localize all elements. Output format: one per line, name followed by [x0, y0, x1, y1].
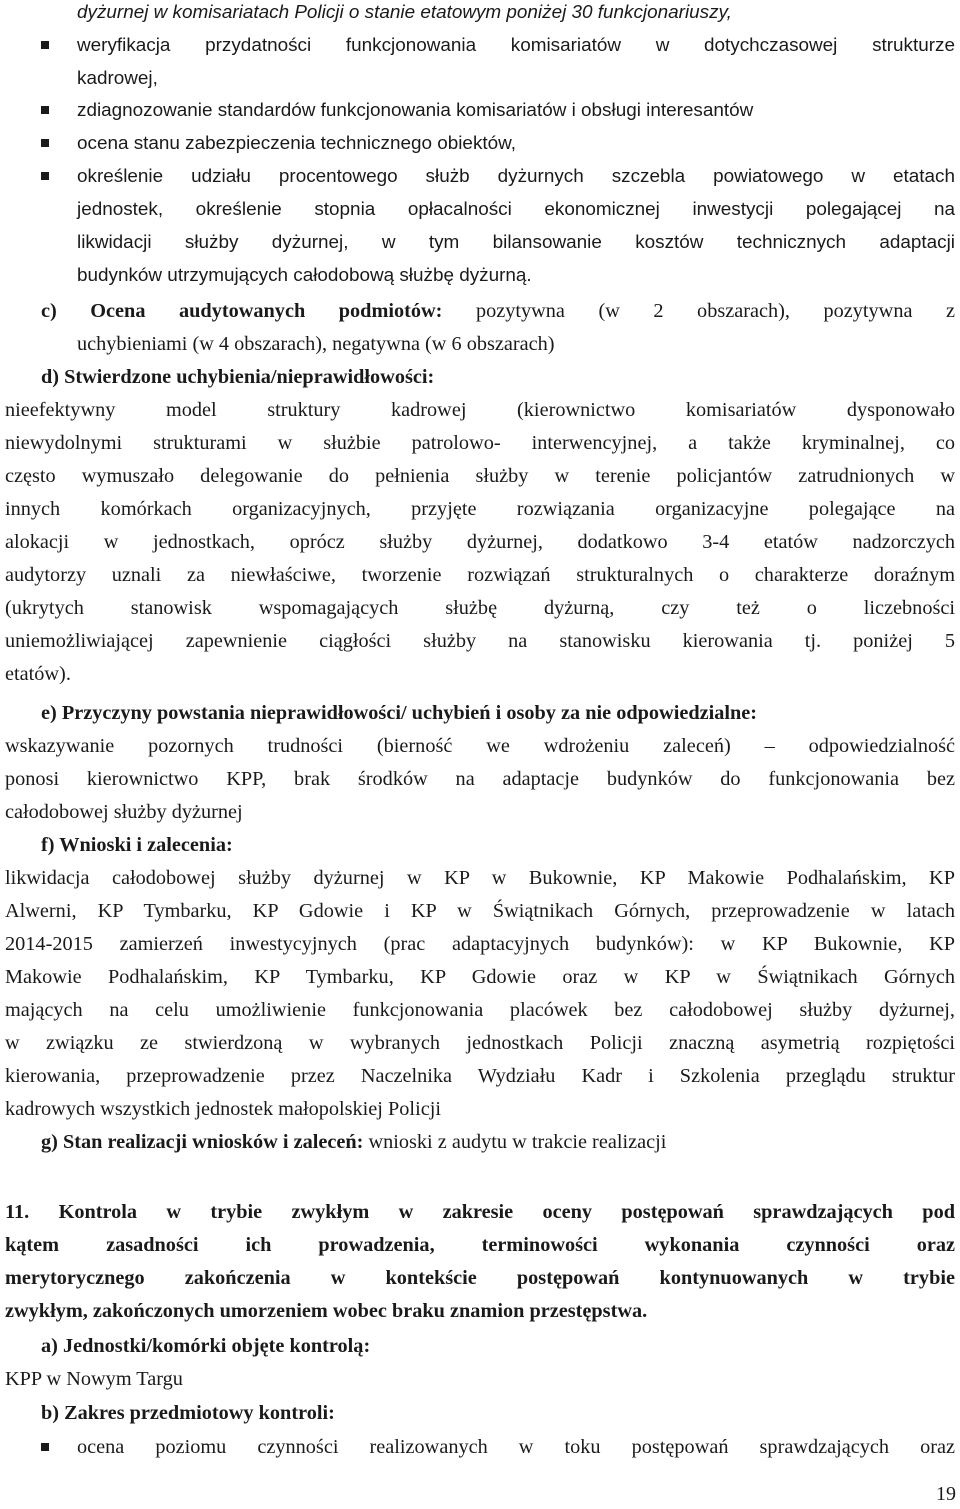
text-line: ocena poziomu czynności realizowanych w toku postępowań sprawdzających oraz: [77, 1436, 955, 1458]
section-g-text: wnioski z audytu w trakcie realizacji: [363, 1131, 667, 1153]
text-line: weryfikacja przydatności funkcjonowania komisariatów w dotychczasowej strukturze: [77, 35, 955, 56]
bullet-icon: [41, 41, 49, 49]
text-line: budynków utrzymujących całodobową służbę dyżurną.: [77, 265, 532, 286]
section-g-heading: g) Stan realizacji wniosków i zaleceń:: [41, 1131, 364, 1153]
bullet-icon: [41, 172, 49, 180]
text-line: Alwerni, KP Tymbarku, KP Gdowie i KP w Świątnikach Górnych, przeprowadzenie w latach: [5, 900, 955, 922]
section-11-heading-cont: zwykłym, zakończonych umorzeniem wobec braku znamion przestępstwa.: [5, 1300, 648, 1322]
section-11-heading: 11. Kontrola w trybie zwykłym w zakresie oceny postępowań sprawdzających pod: [5, 1201, 955, 1223]
text-line: kadrowych wszystkich jednostek małopolskiej Policji: [5, 1098, 441, 1120]
text-line: etatów).: [5, 663, 71, 685]
text-line: wskazywanie pozornych trudności (bierność we wdrożeniu zaleceń) – odpowiedzialność: [5, 735, 955, 757]
text-line: 2014-2015 zamierzeń inwestycyjnych (prac adaptacyjnych budynków): w KP Bukownie, KP: [5, 933, 955, 955]
text-line: mających na celu umożliwienie funkcjonowania placówek bez całodobowej służby dyżurnej,: [5, 999, 955, 1021]
text-line: kadrowej,: [77, 68, 158, 89]
text-line: jednostek, określenie stopnia opłacalności ekonomicznej inwestycji polegającej na: [77, 199, 955, 220]
text-line: w związku ze stwierdzoną w wybranych jednostkach Policji znaczną asymetrią rozpiętości: [5, 1032, 955, 1054]
text-line: innych komórkach organizacyjnych, przyjęte rozwiązania organizacyjne polegające na: [5, 498, 955, 520]
text-line: kierowania, przeprowadzenie przez Naczelnika Wydziału Kadr i Szkolenia przeglądu struktur: [5, 1065, 955, 1087]
text-line: ponosi kierownictwo KPP, brak środków na adaptacje budynków do funkcjonowania bez: [5, 768, 955, 790]
text-line: (ukrytych stanowisk wspomagających służbę dyżurną, czy też o liczebności: [5, 597, 955, 619]
section-f-heading: f) Wnioski i zalecenia:: [41, 834, 233, 856]
text-line: audytorzy uznali za niewłaściwe, tworzenie rozwiązań strukturalnych o charakterze doraźnym: [5, 564, 955, 586]
text-line: ocena stanu zabezpieczenia technicznego obiektów,: [77, 133, 516, 154]
subsection-b-heading: b) Zakres przedmiotowy kontroli:: [41, 1402, 335, 1424]
text-line: likwidacji służby dyżurnej, w tym bilansowanie kosztów technicznych adaptacji: [77, 232, 955, 253]
bullet-icon: [41, 1443, 49, 1451]
text-line: niewydolnymi strukturami w służbie patrolowo- interwencyjnej, a także kryminalnej, co: [5, 432, 955, 454]
text-line: uniemożliwiającej zapewnienie ciągłości służby na stanowisku kierowania tj. poniżej 5: [5, 630, 955, 652]
text-line: często wymuszało delegowanie do pełnienia służby w terenie policjantów zatrudnionych w: [5, 465, 955, 487]
text-line: nieefektywny model struktury kadrowej (kierownictwo komisariatów dysponowało: [5, 399, 955, 421]
section-g-line: [41, 1126, 955, 1159]
page-number: 19: [936, 1483, 956, 1505]
text-line: uchybieniami (w 4 obszarach), negatywna (w 6 obszarach): [77, 333, 555, 355]
section-11-heading-cont: merytorycznego zakończenia w kontekście postępowań kontynuowanych w trybie: [5, 1267, 955, 1289]
text-line: dyżurnej w komisariatach Policji o stanie etatowym poniżej 30 funkcjonariuszy,: [77, 2, 732, 23]
text-line: likwidacja całodobowej służby dyżurnej w KP w Bukownie, KP Makowie Podhalańskim, KP: [5, 867, 955, 889]
text-line: całodobowej służby dyżurnej: [5, 801, 243, 823]
bullet-icon: [41, 139, 49, 147]
section-11-heading-cont: kątem zasadności ich prowadzenia, terminowości wykonania czynności oraz: [5, 1234, 955, 1256]
text-line: Makowie Podhalańskim, KP Tymbarku, KP Gdowie oraz w KP w Świątnikach Górnych: [5, 966, 955, 988]
section-e-heading: e) Przyczyny powstania nieprawidłowości/ uchybień i osoby za nie odpowiedzialne:: [41, 702, 758, 724]
bullet-icon: [41, 106, 49, 114]
section-d-heading: d) Stwierdzone uchybienia/nieprawidłowości:: [41, 366, 435, 388]
subsection-a-heading: a) Jednostki/komórki objęte kontrolą:: [41, 1335, 371, 1357]
text-line: alokacji w jednostkach, oprócz służby dyżurnej, dodatkowo 3-4 etatów nadzorczych: [5, 531, 955, 553]
text-line: określenie udziału procentowego służb dyżurnych szczebla powiatowego w etatach: [77, 166, 955, 187]
section-c-line: [41, 295, 955, 328]
text-line: zdiagnozowanie standardów funkcjonowania komisariatów i obsługi interesantów: [77, 100, 754, 121]
section-c-heading: c) Ocena audytowanych podmiotów:: [41, 300, 443, 322]
text-line: KPP w Nowym Targu: [5, 1368, 183, 1390]
section-c-text: pozytywna (w 2 obszarach), pozytywna z: [442, 300, 955, 322]
